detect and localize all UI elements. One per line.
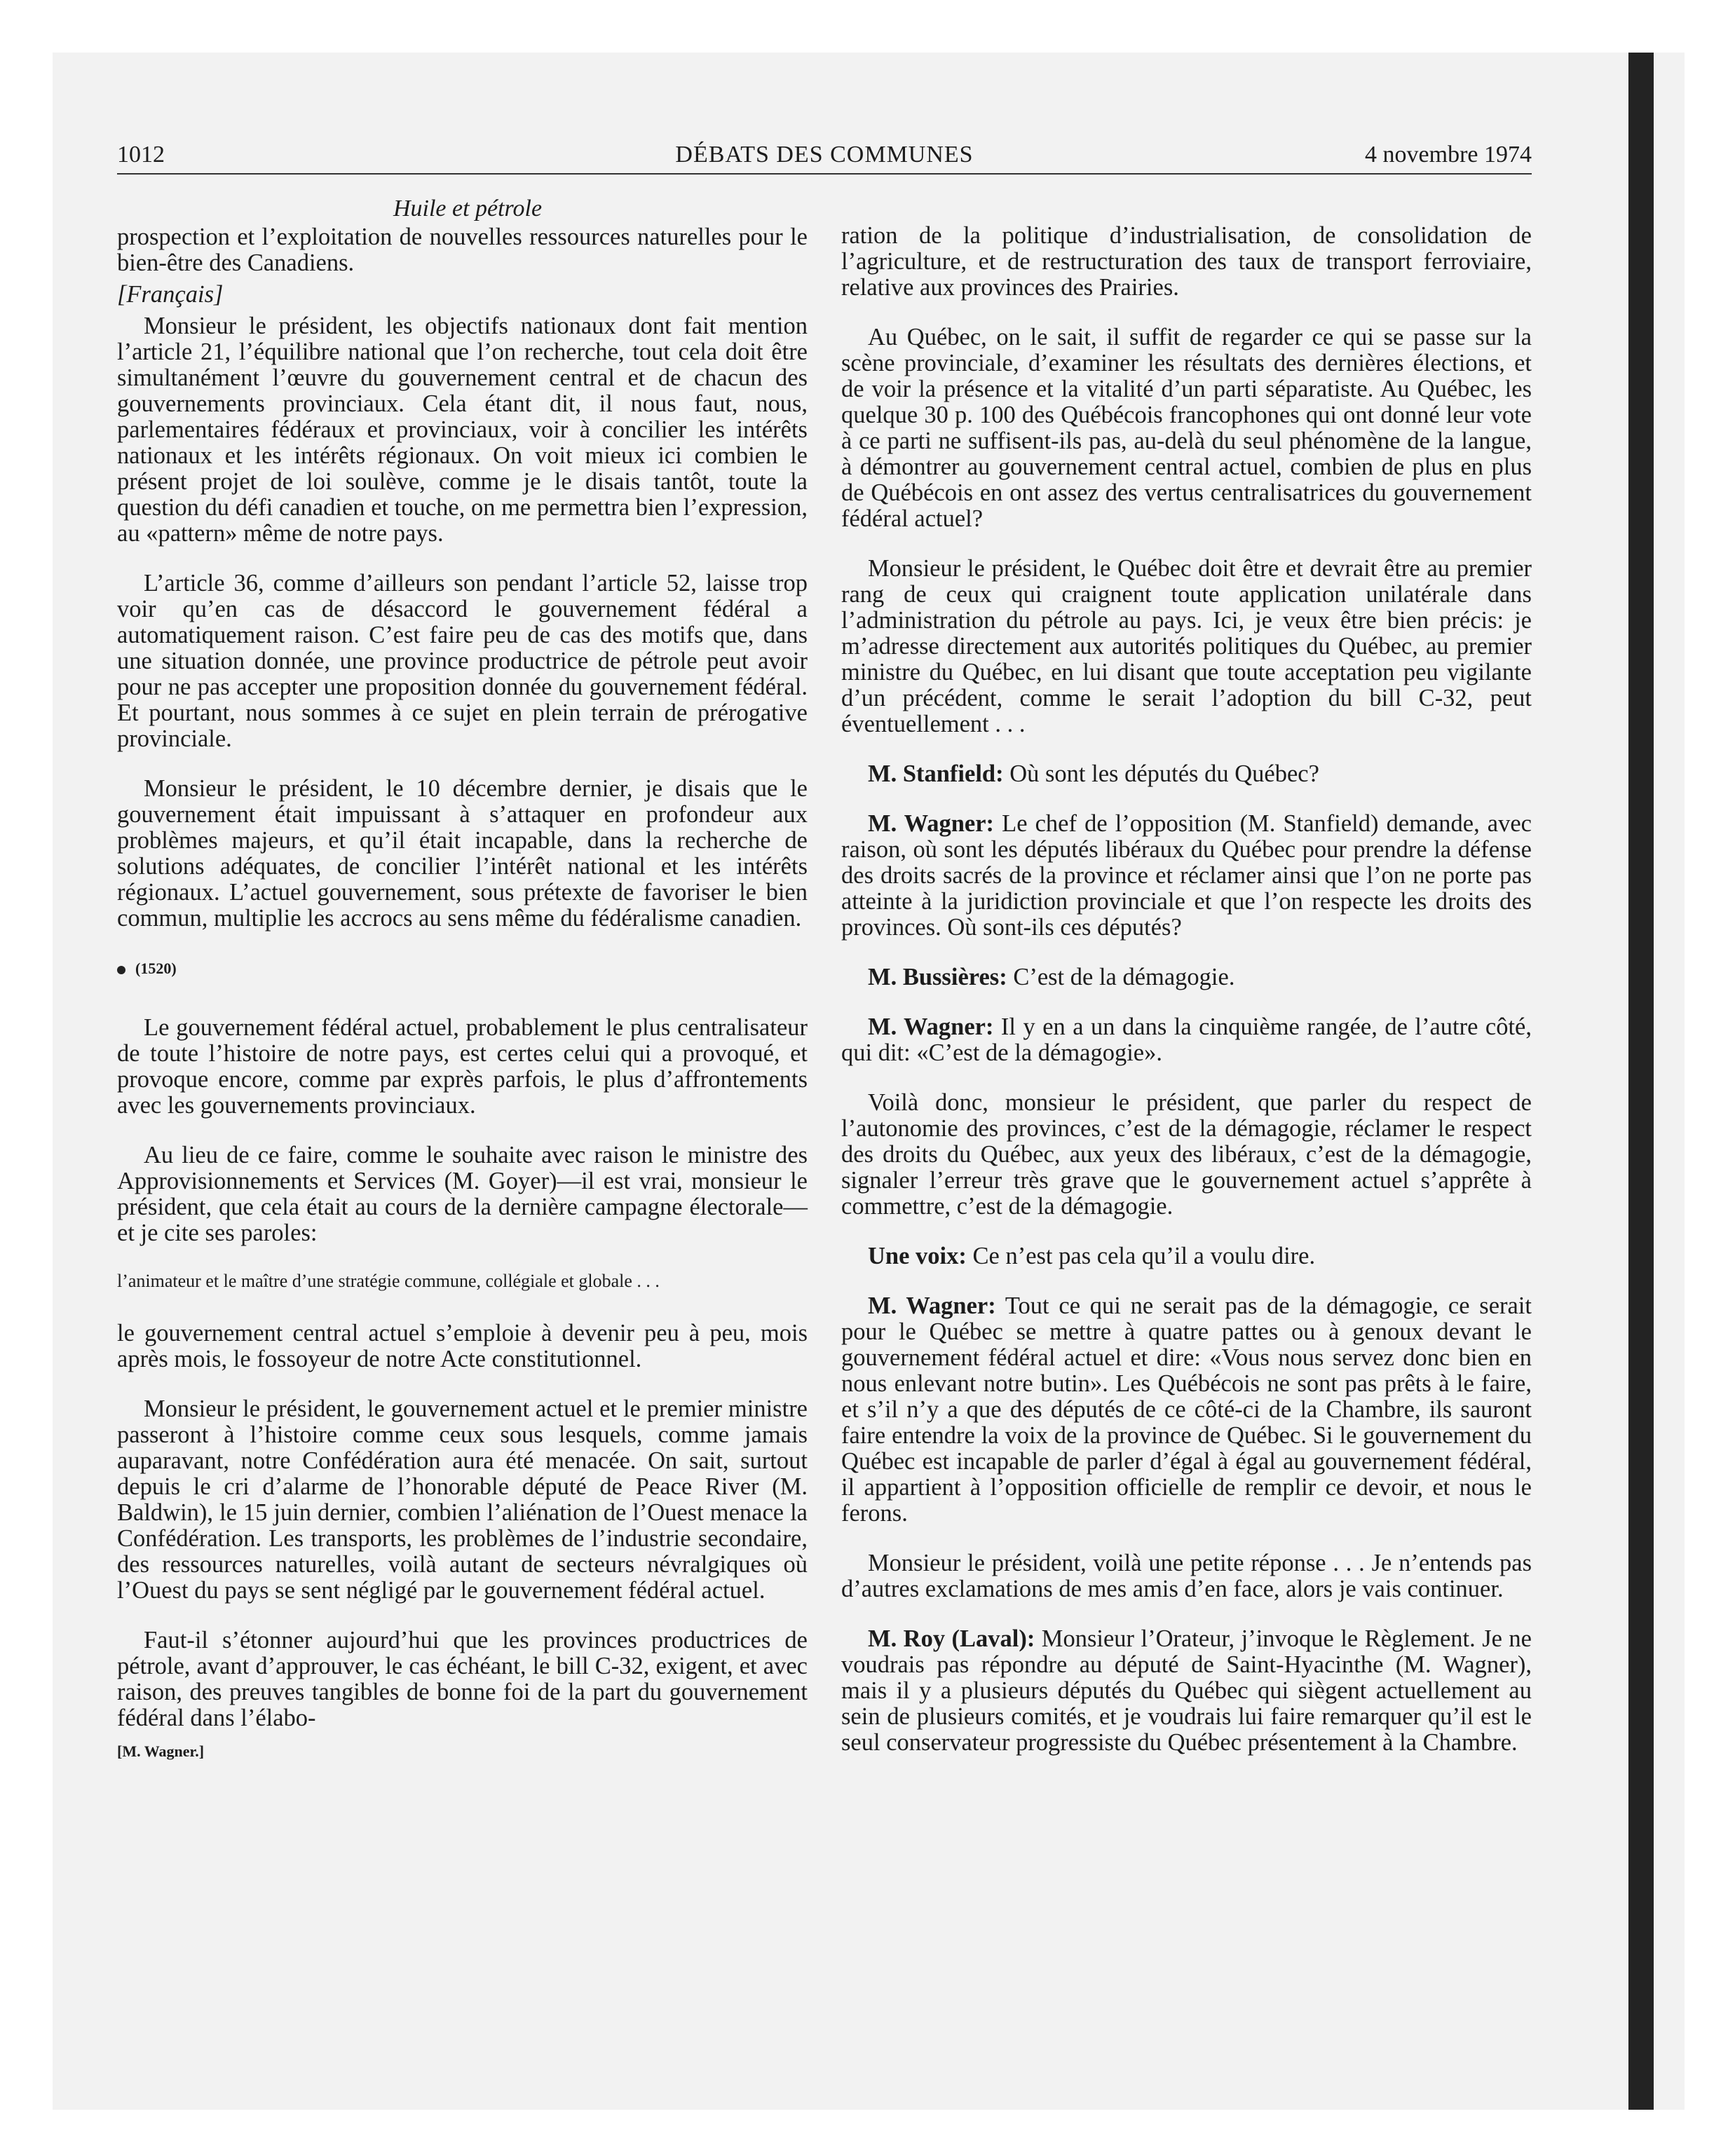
time-marker-text: (1520) <box>135 960 177 977</box>
time-marker <box>117 955 808 981</box>
speaker-name: M. Wagner: <box>868 810 995 837</box>
speech <box>841 1293 1532 1527</box>
speaker-name: Une voix: <box>868 1243 967 1269</box>
publication-date: 4 novembre 1974 <box>1365 142 1532 168</box>
paragraph: L’article 36, comme d’ailleurs son pendant l’article 52, laisse trop voir qu’en cas de désaccord le gouvernement fédéral a automatiquement raison. C’est faire peu de cas des motifs que, dans une situation donnée, une province productrice de pétrole peut avoir pour ne pas accepter une proposition donnée du gouvernement fédéral. Et pourtant, nous sommes à ce sujet en plein terrain de prérogative provinciale. <box>117 570 808 752</box>
speech-text: Ce n’est pas cela qu’il a voulu dire. <box>966 1243 1316 1269</box>
speech <box>841 1626 1532 1756</box>
speech-text: Il y en a un dans la cinquième rangée, de l’autre côté, qui dit: «C’est de la démagogie». <box>841 1014 1532 1066</box>
speech-text: Monsieur l’Orateur, j’invoque le Règlement. Je ne voudrais pas répondre au député de Saint-Hyacinthe (M. Wagner), mais il y a plusieurs députés du Québec qui siègent actuellement au sein de plusieurs comités, et je voudrais lui faire remarquer qu’il est le seul conservateur progressiste du Québec présentement à la Chambre. <box>841 1625 1532 1756</box>
scan-edge-shadow <box>1628 53 1654 2110</box>
paragraph: Monsieur le président, voilà une petite réponse . . . Je n’entends pas d’autres exclamations de mes amis d’en face, alors je vais continuer. <box>841 1550 1532 1602</box>
paragraph: Monsieur le président, le 10 décembre dernier, je disais que le gouvernement était impuissant à s’attaquer en profondeur aux problèmes majeurs, et qu’il était incapable, dans la recherche de solutions adéquates, de concilier l’intérêt national et les intérêts régionaux. L’actuel gouvernement, sous prétexte de favoriser le bien commun, multiplie les accrocs au sens même du fédéralisme canadien. <box>117 775 808 932</box>
speech-text: Tout ce qui ne serait pas de la démagogie, ce serait pour le Québec se mettre à quatre pattes ou à genoux devant le gouvernement fédéral actuel et dire: «Vous nous servez donc bien en nous enlevant notre butin». Les Québécois ne sont pas prêts à le faire, et s’il n’y a que des députés de ce côté-ci de la Chambre, ils sauront faire entendre la voix de la province de Québec. Si le gouvernement du Québec est incapable de parler d’égal à égal au gouvernement fédéral, il appartient à l’opposition officielle de remplir ce devoir, et nous le ferons. <box>841 1292 1532 1527</box>
page-header <box>117 137 1532 175</box>
block-quote: l’animateur et le maître d’une stratégie commune, collégiale et globale . . . <box>117 1271 660 1291</box>
bullet-icon <box>117 966 125 974</box>
speech <box>841 1243 1532 1269</box>
page-number: 1012 <box>117 142 165 168</box>
paragraph: Le gouvernement fédéral actuel, probablement le plus centralisateur de toute l’histoire de notre pays, est certes celui qui a provoqué, et provoque encore, comme par exprès parfois, le plus d’affrontements avec les gouvernements provinciaux. <box>117 1014 808 1119</box>
paragraph: Faut-il s’étonner aujourd’hui que les provinces productrices de pétrole, avant d’approuver, le cas échéant, le bill C-32, exigent, et avec raison, des preuves tangibles de bonne foi de la part du gouvernement fédéral dans l’élabo- <box>117 1627 808 1731</box>
speech <box>841 761 1532 787</box>
paragraph: ration de la politique d’industrialisation, de consolidation de l’agriculture, et de restructuration des taux de transport ferroviaire, relative aux provinces des Prairies. <box>841 222 1532 301</box>
speaker-name: M. Roy (Laval): <box>868 1625 1035 1652</box>
paragraph: le gouvernement central actuel s’emploie à devenir peu à peu, mois après mois, le fossoyeur de notre Acte constitutionnel. <box>117 1320 808 1372</box>
speaker-name: M. Wagner: <box>868 1014 994 1040</box>
speech <box>841 811 1532 941</box>
paragraph: Monsieur le président, le Québec doit être et devrait être au premier rang de ceux qui craignent toute application unilatérale dans l’administration du pétrole au pays. Ici, je veux être bien précis: je m’adresse directement aux autorités politiques du Québec, au premier ministre du Québec, en lui disant que toute acceptation peu vigilante d’un précédent, comme le serait l’adoption du bill C-32, peut éventuellement . . . <box>841 555 1532 737</box>
paragraph: Au Québec, on le sait, il suffit de regarder ce qui se passe sur la scène provinciale, d’examiner les résultats des dernières élections, et de voir la présence et la vitalité d’un parti séparatiste. Au Québec, les quelque 30 p. 100 des Québécois francophones qui ont donné leur vote à ce parti ne suffisent-ils pas, au-delà du seul phénomène de la langue, à démontrer au gouvernement central actuel, combien de plus en plus de Québécois en ont assez des vertus centralisatrices du gouvernement fédéral actuel? <box>841 324 1532 532</box>
speech-text: Le chef de l’opposition (M. Stanfield) demande, avec raison, où sont les députés libéraux du Québec pour prendre la défense des droits sacrés de la province et réclamer ainsi que l’on ne porte pas atteinte à la juridiction provinciale et que l’on respecte les droits des provinces. Où sont-ils ces députés? <box>841 810 1532 941</box>
speech-text: Où sont les députés du Québec? <box>1003 760 1319 787</box>
right-column <box>841 223 1532 1780</box>
paragraph: Au lieu de ce faire, comme le souhaite avec raison le ministre des Approvisionnements et Services (M. Goyer)—il est vrai, monsieur le président, que cela était au cours de la dernière campagne électorale—et je cite ses paroles: <box>117 1142 808 1246</box>
subject-heading: Huile et pétrole <box>393 196 543 221</box>
speech-text: C’est de la démagogie. <box>1007 964 1235 990</box>
paragraph: Voilà donc, monsieur le président, que parler du respect de l’autonomie des provinces, c’est de la démagogie, réclamer le respect des droits du Québec, aux yeux des libéraux, c’est de la démagogie, signaler l’erreur très grave que le gouvernement actuel s’apprête à commettre, c’est de la démagogie. <box>841 1089 1532 1220</box>
left-column <box>117 224 808 1788</box>
paragraph: Monsieur le président, le gouvernement actuel et le premier ministre passeront à l’histoire comme ceux sous lesquels, comme jamais auparavant, notre Confédération aura été menacée. On sait, surtout depuis le cri d’alarme de l’honorable député de Peace River (M. Baldwin), le 15 juin dernier, combien l’aliénation de l’Ouest menace la Confédération. Les transports, les problèmes de l’industrie secondaire, des ressources naturelles, voilà autant de secteurs névralgiques où l’Ouest du pays se sent négligé par le gouvernement fédéral actuel. <box>117 1396 808 1604</box>
publication-title: DÉBATS DES COMMUNES <box>675 142 974 168</box>
speech <box>841 964 1532 990</box>
speech <box>841 1014 1532 1066</box>
speaker-name: M. Stanfield: <box>868 760 1004 787</box>
speaker-attribution: [M. Wagner.] <box>117 1742 205 1760</box>
speaker-name: M. Bussières: <box>868 964 1007 990</box>
language-tag: [Français] <box>117 281 224 308</box>
paragraph: Monsieur le président, les objectifs nationaux dont fait mention l’article 21, l’équilibre national que l’on recherche, tout cela doit être simultanément l’œuvre du gouvernement central et de chacun des gouvernements provinciaux. Cela étant dit, il nous faut, nous, parlementaires fédéraux et provinciaux, voir à concilier les intérêts nationaux et les intérêts régionaux. On voit mieux ici combien le présent projet de loi soulève, comme je le disais tantôt, toute la question du défi canadien et touche, on me permettra bien l’expression, au «pattern» même de notre pays. <box>117 313 808 547</box>
paragraph: prospection et l’exploitation de nouvelles ressources naturelles pour le bien-être des Canadiens. <box>117 224 808 276</box>
speaker-name: M. Wagner: <box>868 1292 996 1319</box>
